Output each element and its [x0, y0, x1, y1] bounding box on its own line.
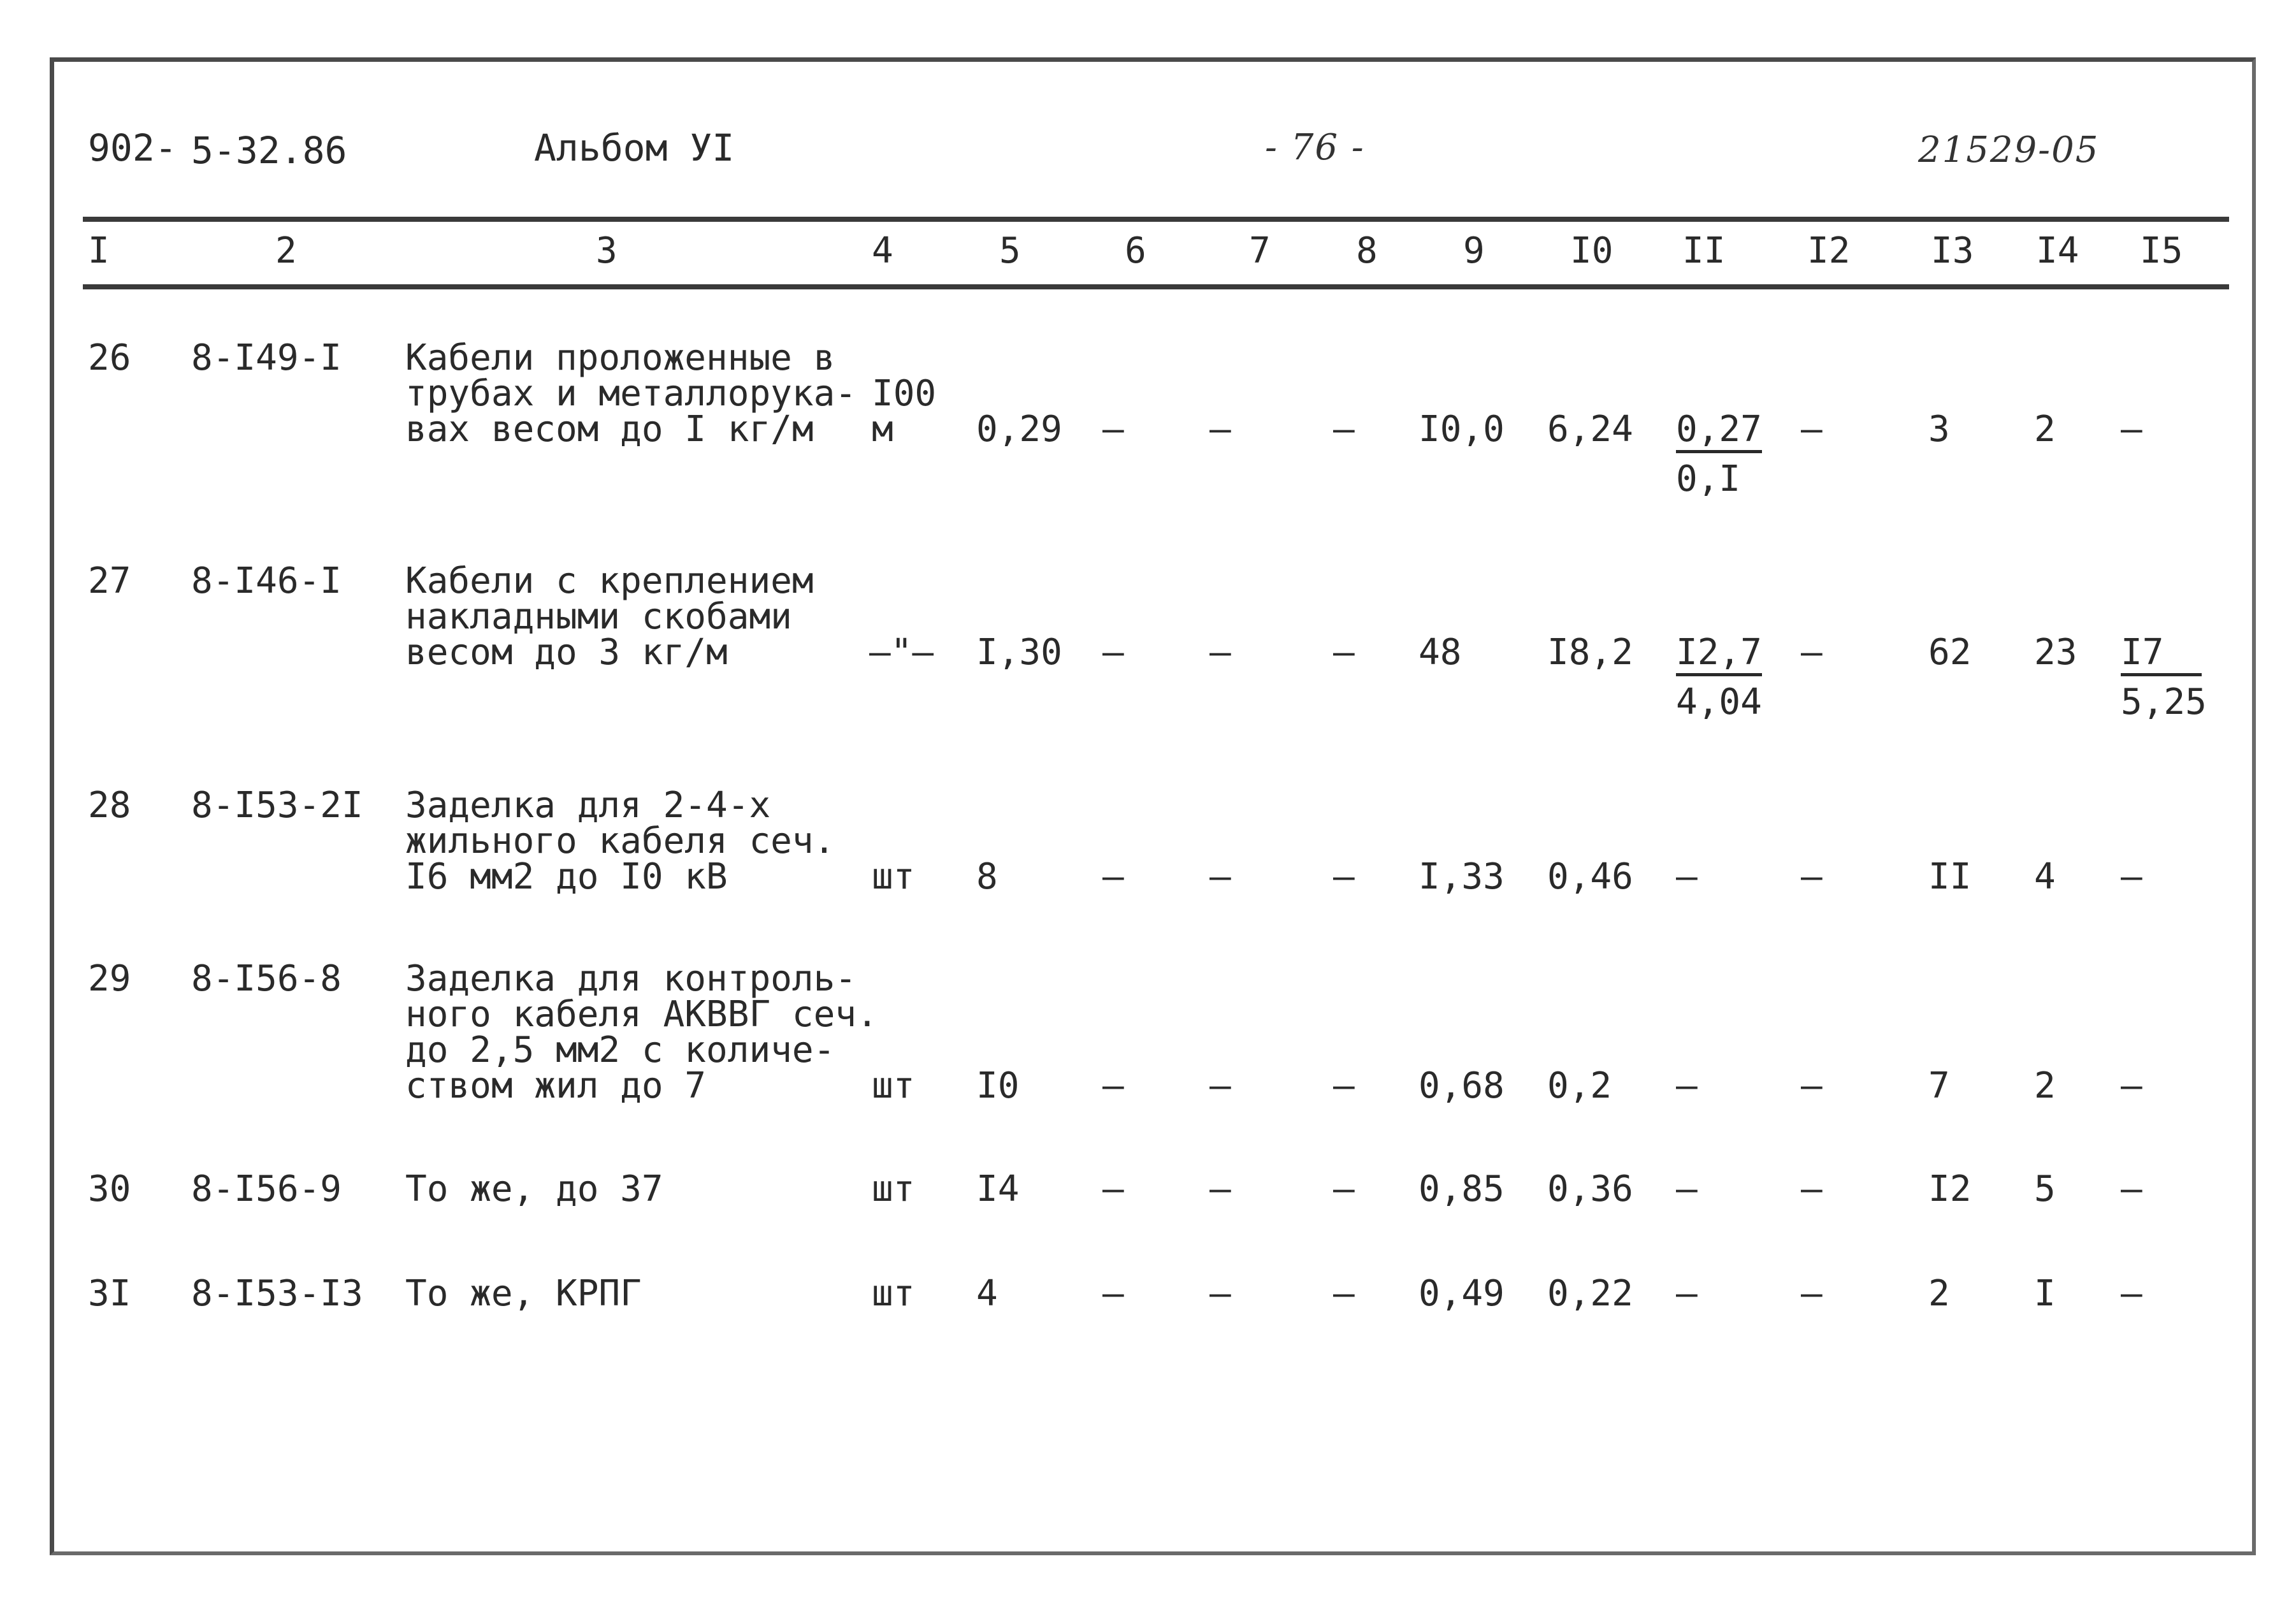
col-header-8: 8 — [1356, 230, 1378, 272]
cell-9: 48 — [1419, 632, 1462, 673]
cell-14: 23 — [2034, 632, 2077, 673]
cell-10: 0,2 — [1547, 1065, 1612, 1107]
cell-13: II — [1928, 856, 1972, 897]
work-description-line: Кабели проложенные в — [405, 337, 835, 379]
col-header-6: 6 — [1125, 230, 1146, 272]
work-description-line: ством жил до 7 — [405, 1065, 707, 1107]
header-top-rule — [83, 217, 2229, 222]
cell-12: – — [1801, 1065, 1823, 1107]
cell-11-denominator: 0,I — [1676, 458, 1741, 500]
row-number: 30 — [88, 1168, 131, 1210]
cell-12: – — [1801, 409, 1823, 450]
work-description-line: вах весом до I кг/м — [405, 409, 814, 450]
col-header-5: 5 — [999, 230, 1021, 272]
quantity: 0,29 — [976, 409, 1062, 450]
cell-11-numerator: 0,27 — [1676, 412, 1762, 453]
album-label: Альбом УI — [534, 126, 735, 170]
col-header-14: I4 — [2036, 230, 2079, 272]
cell-11-denominator: 4,04 — [1676, 681, 1762, 723]
cell-9: I0,0 — [1419, 409, 1505, 450]
cell-15: – — [2121, 1168, 2142, 1210]
cell-14: 4 — [2034, 856, 2056, 897]
cell-12: – — [1801, 856, 1823, 897]
cell-8: – — [1333, 1273, 1355, 1314]
page-frame — [50, 57, 2256, 1555]
work-description-line: до 2,5 мм2 с количе- — [405, 1029, 835, 1071]
cell-15-numerator: I7 — [2121, 635, 2202, 676]
quantity: I0 — [976, 1065, 1020, 1107]
cell-14: 2 — [2034, 1065, 2056, 1107]
norm-code: 8-I53-I3 — [191, 1273, 363, 1314]
norm-code: 8-I46-I — [191, 560, 342, 602]
unit: шт — [872, 1273, 915, 1314]
col-header-10: I0 — [1570, 230, 1614, 272]
cell-7: – — [1209, 1065, 1231, 1107]
cell-11-numerator: I2,7 — [1676, 635, 1762, 676]
norm-code: 8-I56-8 — [191, 958, 342, 999]
cell-8: – — [1333, 409, 1355, 450]
col-header-4: 4 — [872, 230, 893, 272]
cell-8: – — [1333, 632, 1355, 673]
col-header-7: 7 — [1249, 230, 1271, 272]
cell-11: – — [1676, 856, 1698, 897]
col-header-9: 9 — [1463, 230, 1485, 272]
cell-9: 0,68 — [1419, 1065, 1505, 1107]
col-header-15: I5 — [2140, 230, 2183, 272]
cell-13: 2 — [1928, 1273, 1950, 1314]
cell-13: 7 — [1928, 1065, 1950, 1107]
cell-6: – — [1102, 1065, 1124, 1107]
row-number: 26 — [88, 337, 131, 379]
col-header-12: I2 — [1807, 230, 1851, 272]
work-description-line: накладными скобами — [405, 596, 792, 637]
row-number: 28 — [88, 785, 131, 826]
row-number: 27 — [88, 560, 131, 602]
col-header-2: 2 — [275, 230, 297, 272]
col-header-1: I — [88, 230, 110, 272]
cell-7: – — [1209, 632, 1231, 673]
cell-10: 0,36 — [1547, 1168, 1633, 1210]
cell-10: 0,22 — [1547, 1273, 1633, 1314]
cell-13: 3 — [1928, 409, 1950, 450]
col-header-11: II — [1682, 230, 1726, 272]
cell-8: – — [1333, 1065, 1355, 1107]
cell-7: – — [1209, 409, 1231, 450]
unit: шт — [872, 1168, 915, 1210]
cell-8: – — [1333, 856, 1355, 897]
work-description-line: ного кабеля АКВВГ сеч. — [405, 994, 878, 1035]
quantity: I,30 — [976, 632, 1062, 673]
doc-number: 21529-05 — [1918, 129, 2100, 171]
cell-15: – — [2121, 856, 2142, 897]
cell-7: – — [1209, 1168, 1231, 1210]
cell-6: – — [1102, 1168, 1124, 1210]
work-description-line: трубах и металлорука- — [405, 373, 857, 414]
cell-11: – — [1676, 1168, 1698, 1210]
work-description-line: Заделка для контроль- — [405, 958, 857, 999]
cell-10: 0,46 — [1547, 856, 1633, 897]
cell-12: – — [1801, 632, 1823, 673]
quantity: 8 — [976, 856, 998, 897]
unit: –"– — [869, 632, 934, 673]
work-description-line: Кабели с креплением — [405, 560, 814, 602]
cell-14: 2 — [2034, 409, 2056, 450]
cell-9: 0,49 — [1419, 1273, 1505, 1314]
cell-9: I,33 — [1419, 856, 1505, 897]
cell-12: – — [1801, 1273, 1823, 1314]
cell-11: – — [1676, 1273, 1698, 1314]
cell-6: – — [1102, 632, 1124, 673]
cell-7: – — [1209, 856, 1231, 897]
quantity: I4 — [976, 1168, 1020, 1210]
col-header-3: 3 — [596, 230, 617, 272]
cell-15-denominator: 5,25 — [2121, 681, 2207, 723]
unit: I00 — [872, 373, 937, 414]
col-header-13: I3 — [1931, 230, 1974, 272]
cell-15: – — [2121, 1065, 2142, 1107]
norm-code: 8-I53-2I — [191, 785, 363, 826]
cell-14: 5 — [2034, 1168, 2056, 1210]
cell-13: I2 — [1928, 1168, 1972, 1210]
unit: м — [872, 409, 893, 450]
cell-10: I8,2 — [1547, 632, 1633, 673]
cell-7: – — [1209, 1273, 1231, 1314]
work-description-line: Заделка для 2-4-х — [405, 785, 771, 826]
cell-6: – — [1102, 409, 1124, 450]
document-code: 5-32.86 — [191, 129, 347, 172]
cell-15: – — [2121, 409, 2142, 450]
header-bottom-rule — [83, 284, 2229, 289]
unit: шт — [872, 1065, 915, 1107]
work-description-line: То же, до 37 — [405, 1168, 663, 1210]
page-number: - 76 - — [1265, 127, 1365, 168]
norm-code: 8-I49-I — [191, 337, 342, 379]
norm-code: 8-I56-9 — [191, 1168, 342, 1210]
work-description-line: весом до 3 кг/м — [405, 632, 728, 673]
unit: шт — [872, 856, 915, 897]
cell-9: 0,85 — [1419, 1168, 1505, 1210]
cell-6: – — [1102, 1273, 1124, 1314]
cell-11: – — [1676, 1065, 1698, 1107]
work-description-line: жильного кабеля сеч. — [405, 820, 835, 862]
cell-12: – — [1801, 1168, 1823, 1210]
cell-8: – — [1333, 1168, 1355, 1210]
work-description-line: I6 мм2 до I0 кВ — [405, 856, 728, 897]
series-number: 902- — [88, 126, 177, 170]
cell-6: – — [1102, 856, 1124, 897]
row-number: 29 — [88, 958, 131, 999]
quantity: 4 — [976, 1273, 998, 1314]
cell-15: – — [2121, 1273, 2142, 1314]
cell-14: I — [2034, 1273, 2056, 1314]
cell-10: 6,24 — [1547, 409, 1633, 450]
row-number: 3I — [88, 1273, 131, 1314]
cell-13: 62 — [1928, 632, 1972, 673]
work-description-line: То же, КРПГ — [405, 1273, 642, 1314]
